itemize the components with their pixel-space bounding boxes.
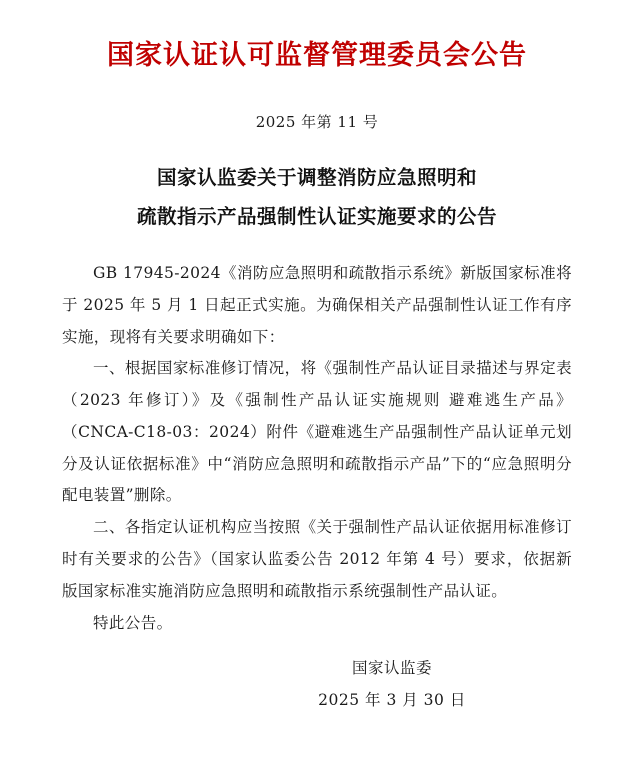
document-header	[62, 0, 572, 73]
document-signature	[62, 653, 572, 717]
document-number: 2025 年第 11 号	[255, 113, 379, 132]
page-title: 国家认证认可监督管理委员会公告	[107, 40, 527, 71]
body-paragraph-1: GB 17945-2024《消防应急照明和疏散指示系统》新版国家标准将于 2025 年 5 月 1 日起正式实施。为确保相关产品强制性认证工作有序实施，现将有关要求明确如下：	[62, 264, 572, 346]
body-paragraph-4: 特此公告。	[93, 613, 173, 632]
body-paragraph-2: 一、根据国家标准修订情况，将《强制性产品认证目录描述与界定表（2023 年修订）》及《强制性产品认证实施规则 避难逃生产品》（CNCA-C18-03：2024）附件《避难逃生产品强制性产品认证单元划分及认证依据标准》中“消防应急照明和疏散指示产品”下的“应急照明分配电装置”删除。	[62, 359, 572, 505]
signature-date: 2025 年 3 月 30 日	[318, 691, 466, 710]
body-paragraph-3: 二、各指定认证机构应当按照《关于强制性产品认证依据用标准修订时有关要求的公告》（国家认监委公告 2012 年第 4 号）要求，依据新版国家标准实施消防应急照明和疏散指示系统强制性产品认证。	[62, 518, 572, 600]
subject-line-2: 疏散指示产品强制性认证实施要求的公告	[136, 205, 497, 229]
document-subject	[62, 158, 572, 236]
subject-line-1: 国家认监委关于调整消防应急照明和	[156, 166, 477, 190]
document-body	[62, 258, 572, 639]
signer-name: 国家认监委	[351, 659, 432, 678]
